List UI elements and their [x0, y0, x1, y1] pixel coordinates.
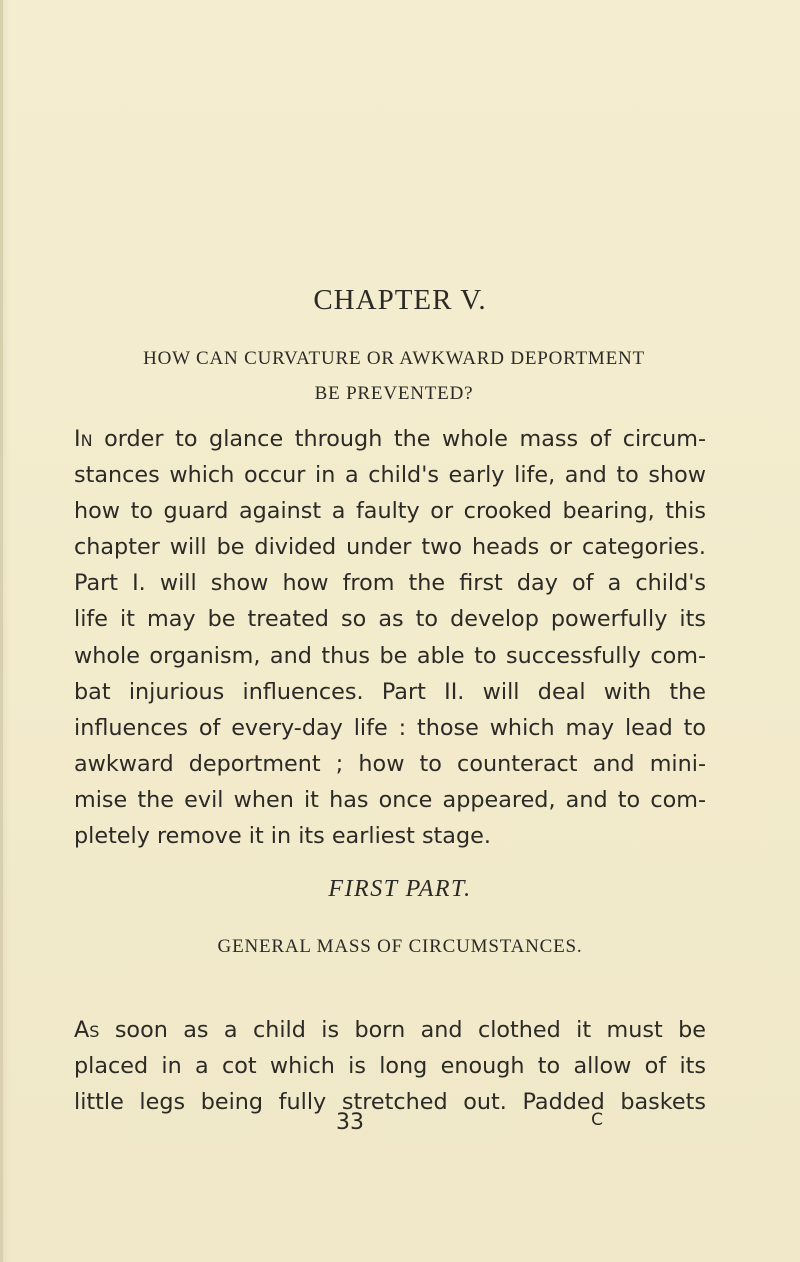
paragraph-line: In order to glance through the whole mass of circum-	[74, 426, 706, 452]
chapter-title-line-2: BE PREVENTED?	[314, 383, 474, 404]
paragraph-line: whole organism, and thus be able to successfully com-	[74, 642, 706, 669]
opening-word: As	[74, 1017, 100, 1043]
paragraph-line: pletely remove it in its earliest stage.	[74, 823, 491, 850]
chapter-number: CHAPTER V.	[313, 284, 487, 316]
signature-mark: C	[591, 1110, 603, 1130]
page-binding-edge	[0, 0, 3, 1262]
paragraph-line: little legs being fully stretched out. Padded baskets	[74, 1089, 706, 1116]
paragraph-line: Part I. will show how from the first day of a child's	[74, 570, 706, 597]
section-subheading: GENERAL MASS OF CIRCUMSTANCES.	[217, 936, 583, 957]
paragraph-line: stances which occur in a child's early life, and to show	[74, 462, 706, 489]
part-title: FIRST PART.	[328, 876, 472, 902]
paragraph-line: influences of every-day life : those which may lead to	[74, 714, 706, 741]
paragraph-line: chapter will be divided under two heads or categories.	[74, 534, 706, 561]
paragraph-line: mise the evil when it has once appeared, and to com-	[74, 786, 706, 813]
page-number: 33	[336, 1110, 364, 1135]
opening-word: In	[74, 426, 93, 452]
paragraph-line: how to guard against a faulty or crooked bearing, this	[74, 498, 706, 525]
paragraph-line: placed in a cot which is long enough to allow of its	[74, 1053, 706, 1080]
paragraph-line: awkward deportment ; how to counteract and mini-	[74, 750, 706, 777]
paragraph-line: bat injurious influences. Part II. will deal with the	[74, 678, 706, 705]
chapter-title-line-1: HOW CAN CURVATURE OR AWKWARD DEPORTMENT	[143, 348, 645, 369]
intro-paragraph	[74, 421, 706, 854]
paragraph-line: life it may be treated so as to develop powerfully its	[74, 606, 706, 633]
second-paragraph	[74, 1012, 706, 1120]
paragraph-line: As soon as a child is born and clothed it must be	[74, 1017, 706, 1043]
